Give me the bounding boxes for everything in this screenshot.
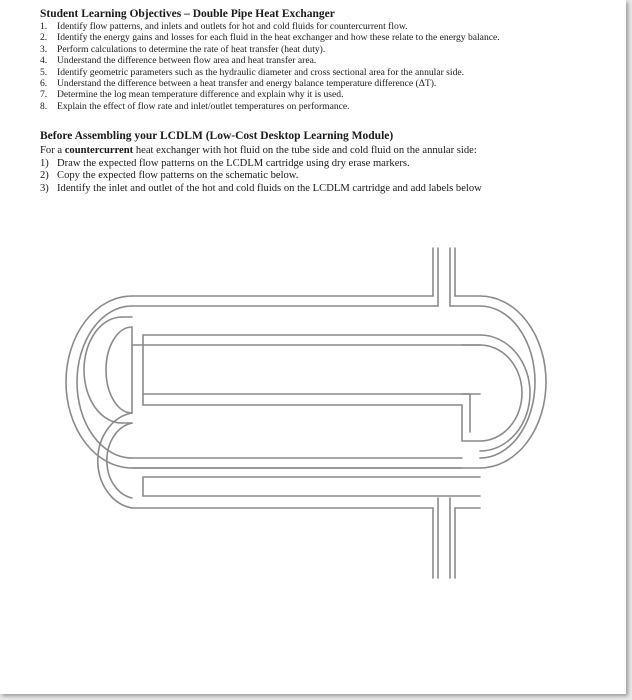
bottom-port-outer [433,508,455,578]
top-port-inner [438,248,450,306]
middle-pipe-outer [143,394,462,405]
left-bend-top [66,296,132,468]
top-pipe-inner [132,306,480,335]
objectives-list [40,21,610,112]
objective-item: 1. Identify flow patterns, and inlets and outlets for hot and cold fluids for countercurrent flow. [40,21,408,32]
assembly-intro: For a countercurrent heat exchanger with hot fluid on the tube side and cold fluid on the annular side: [40,145,477,157]
page-content [40,8,610,195]
middle-pipe-center [462,345,480,394]
objective-item: 3. Perform calculations to determine the rate of heat transfer (heat duty). [40,43,326,55]
objectives-heading: Student Learning Objectives – Double Pipe Heat Exchanger [40,8,335,20]
objective-item: 8. Explain the effect of flow rate and inlet/outlet temperatures on performance. [40,100,350,112]
step-item: 2) Copy the expected flow patterns on the schematic below. [40,170,299,182]
objective-item: 6. Understand the difference between a heat transfer and energy balance temperature difference (ΔT). [40,78,437,90]
bottom-port-inner [438,498,450,578]
step-item: 1) Draw the expected flow patterns on the LCDLM cartridge using dry erase markers. [40,157,410,169]
right-bend-outer [480,296,546,468]
assembly-section [40,130,610,195]
steps-list [40,158,610,196]
step-item: 3) Identify the inlet and outlet of the hot and cold fluids on the LCDLM cartridge and add labels below [40,182,482,194]
top-port-outer-left [433,248,455,296]
middle-pipe-inner [132,458,462,468]
top-pipe-outer [132,296,480,345]
heat-exchanger-schematic [0,240,626,585]
assembly-heading: Before Assembling your LCDLM (Low-Cost Desktop Learning Module) [40,130,394,143]
bottom-pipe [132,468,480,508]
objective-item: 5. Identify geometric parameters such as the hydraulic diameter and cross sectional area for the annular side. [40,66,465,78]
objective-item: 7. Determine the log mean temperature difference and explain why it is used. [40,89,344,101]
left-bend-top-neck [122,317,143,423]
objective-item: 2. Identify the energy gains and losses for each fluid in the heat exchanger and how these relate to the energy balance. [40,32,500,44]
objective-item: 4. Understand the difference between flow area and heat transfer area. [40,55,317,67]
